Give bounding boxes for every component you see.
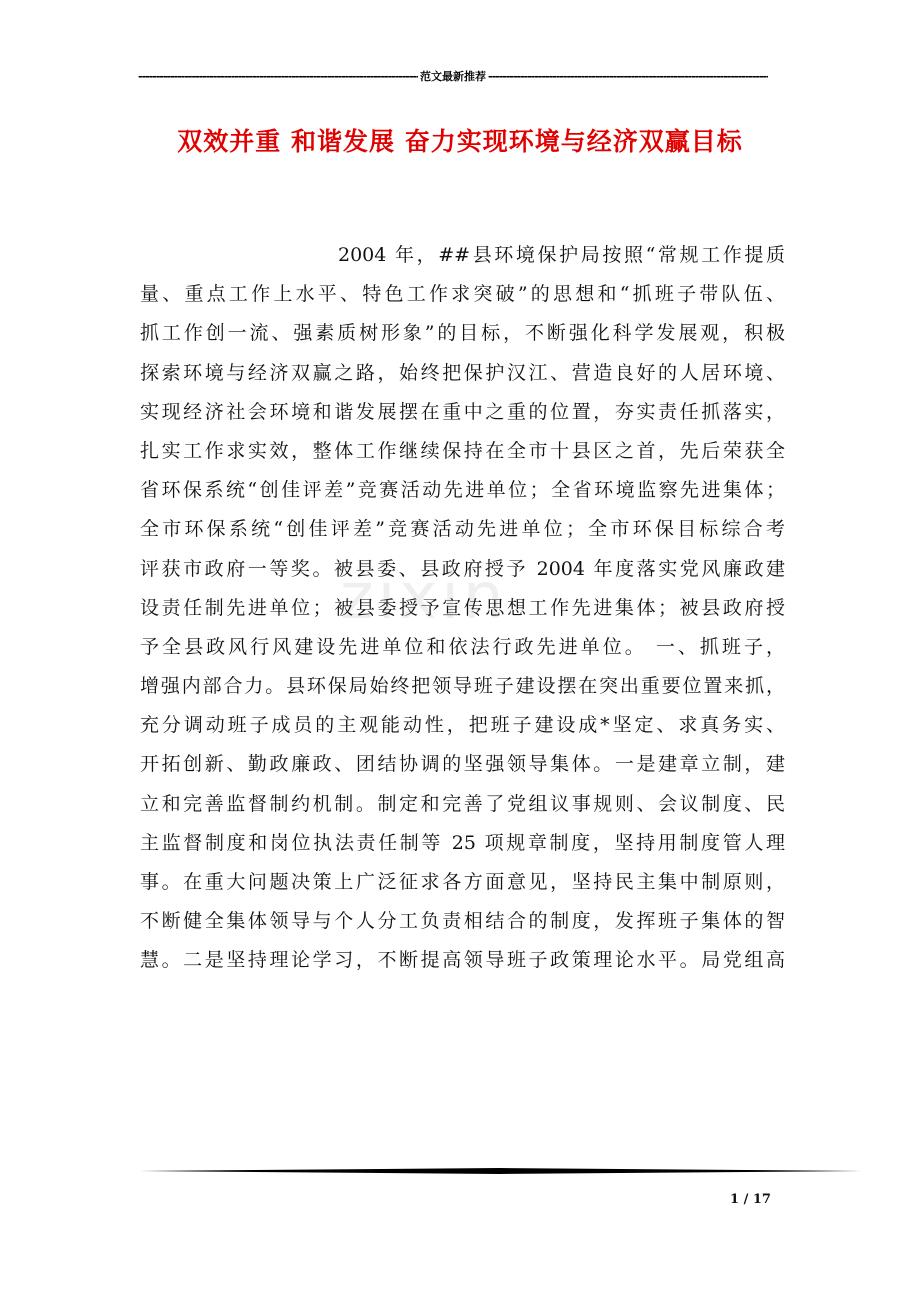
body-line: 实现经济社会环境和谐发展摆在重中之重的位置，夯实责任抓落实， (140, 400, 785, 423)
body-line: 立和完善监督制约机制。制定和完善了党组议事规则、会议制度、民 (140, 792, 785, 815)
body-line: 探索环境与经济双赢之路，始终把保护汉江、营造良好的人居环境、 (140, 361, 785, 384)
header-dashes-right (488, 70, 768, 83)
page-number: 1 / 17 (730, 1192, 771, 1207)
body-line: 2004 年，##县环境保护局按照“常规工作提质 (338, 244, 785, 266)
body-line: 充分调动班子成员的主观能动性，把班子建设成*坚定、求真务实、 (140, 714, 785, 737)
document-title: 双效并重 和谐发展 奋力实现环境与经济双赢目标 (177, 127, 743, 156)
body-line: 开拓创新、勤政廉政、团结协调的坚强领导集体。一是建章立制，建 (140, 753, 785, 776)
header-label: 范文最新推荐 (420, 70, 486, 83)
body-line: 主监督制度和岗位执法责任制等 25 项规章制度，坚持用制度管人理 (140, 831, 785, 854)
body-line: 事。在重大问题决策上广泛征求各方面意见，坚持民主集中制原则， (140, 871, 785, 893)
body-line: 增强内部合力。县环保局始终把领导班子建设摆在突出重要位置来抓， (140, 675, 785, 698)
body-line: 全市环保系统“创佳评差”竞赛活动先进单位；全市环保目标综合考 (140, 518, 785, 541)
page-header (138, 68, 768, 84)
body-line: 抓工作创一流、强素质树形象”的目标，不断强化科学发展观，积极 (140, 322, 785, 345)
watermark: zixin (340, 560, 508, 634)
body-line: 扎实工作求实效，整体工作继续保持在全市十县区之首，先后荣获全 (140, 439, 785, 462)
body-line: 设责任制先进单位；被县委授予宣传思想工作先进集体；被县政府授 (140, 596, 785, 619)
body-line: 量、重点工作上水平、特色工作求突破”的思想和“抓班子带队伍、 (140, 283, 785, 306)
body-line: 评获市政府一等奖。被县委、县政府授予 2004 年度落实党风廉政建 (140, 557, 785, 580)
header-dashes-left (138, 70, 418, 83)
body-line: 慧。二是坚持理论学习，不断提高领导班子政策理论水平。局党组高 (140, 949, 785, 972)
footer-rule (140, 1168, 862, 1174)
body-line: 省环保系统“创佳评差”竞赛活动先进单位；全省环境监察先进集体； (140, 479, 785, 502)
body-line: 不断健全集体领导与个人分工负责相结合的制度，发挥班子集体的智 (140, 910, 785, 933)
body-text (140, 236, 785, 981)
body-line: 予全县政风行风建设先进单位和依法行政先进单位。 一、抓班子， (140, 635, 785, 658)
